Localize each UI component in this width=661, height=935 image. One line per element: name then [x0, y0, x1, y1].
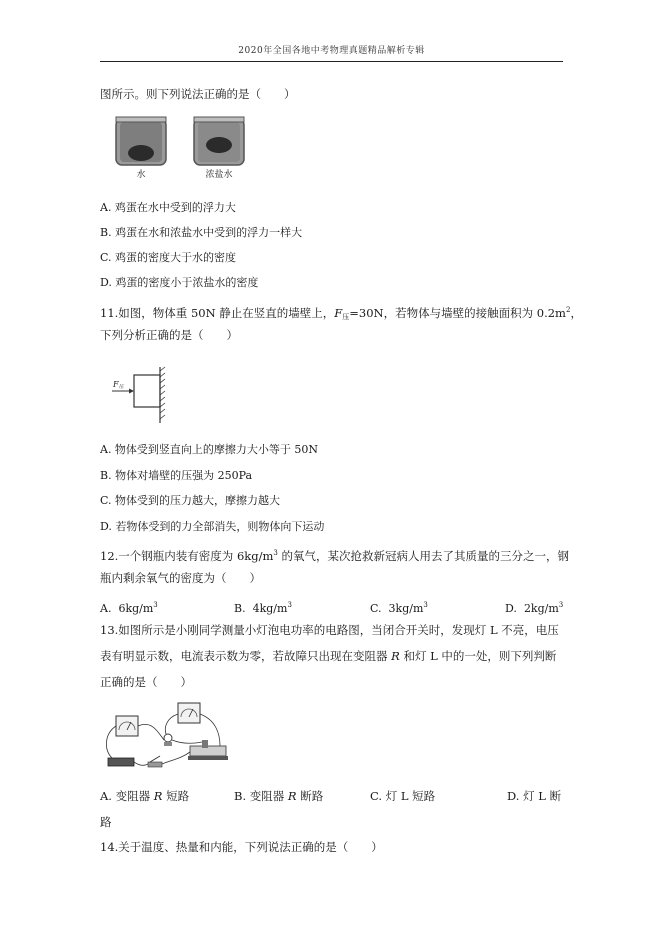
q10-stem: 图所示。则下列说法正确的是（ ） [100, 87, 296, 101]
beaker-water [116, 117, 166, 165]
q14-stem: 14.关于温度、热量和内能，下列说法正确的是（ ） [100, 840, 383, 854]
q11-option-d: D. 若物体受到的力全部消失，则物体向下运动 [100, 520, 325, 533]
q11-stem-line1: 11.如图，物体重 50N 静止在竖直的墙壁上，$F_压=30N$，若物体与墙壁的接触面积为 $0.2m^2$， [100, 306, 582, 321]
battery [108, 758, 134, 766]
bulb [164, 734, 172, 746]
q13-stem-line1: 13.如图所示是小刚同学测量小灯泡电功率的电路图，当闭合开关时，发现灯 L 不亮，电压 [100, 623, 559, 637]
q13-stem-line2: 表有明显示数，电流表示数为零，若故障只出现在变阻器 R 和灯 L 中的一处，则下列判断 [100, 649, 557, 663]
force-label: F压 [113, 380, 124, 390]
label-brine: 浓盐水 [205, 170, 233, 180]
circuit-figure [102, 700, 237, 775]
q10-option-c: C. 鸡蛋的密度大于水的密度 [100, 251, 237, 264]
wall-hatch [160, 367, 165, 419]
force-arrow-head [129, 389, 134, 394]
q12-option-a: A. $6kg/m^3$ [100, 601, 158, 615]
q12-option-d: D. $2kg/m^3$ [505, 601, 564, 615]
beaker-brine [194, 117, 244, 165]
q12-stem-line1: 12.一个钢瓶内装有密度为 $6kg/m^3$ 的氧气，某次抢救新冠病人用去了其质量的三分之一，钢 [100, 549, 569, 563]
ammeter [116, 716, 138, 736]
header-divider [100, 61, 563, 62]
q10-option-a: A. 鸡蛋在水中受到的浮力大 [100, 201, 236, 214]
q12-option-b: B. $4kg/m^3$ [234, 601, 292, 615]
q13-option-a: A. 变阻器 R 短路 [100, 789, 190, 803]
q13-option-b: B. 变阻器 R 断路 [234, 789, 324, 803]
q13-option-c: C. 灯 L 短路 [370, 789, 436, 803]
block [134, 375, 160, 407]
switch [148, 756, 162, 767]
q12-stem-line2: 瓶内剩余氧气的密度为（ ） [100, 571, 261, 585]
label-water: 水 [136, 170, 146, 180]
q13-stem-line3: 正确的是（ ） [100, 675, 192, 689]
voltmeter [178, 703, 200, 723]
q13-option-d: D. 灯 L 断 [507, 789, 562, 803]
q13-option-d-wrap: 路 [100, 815, 112, 829]
wall-block-figure [110, 365, 170, 425]
beakers-figure [112, 115, 252, 180]
page-header: 2020年全国各地中考物理真题精品解析专辑 [238, 46, 425, 56]
q11-option-a: A. 物体受到竖直向上的摩擦力大小等于 50N [100, 443, 319, 456]
q10-option-b: B. 鸡蛋在水和浓盐水中受到的浮力一样大 [100, 226, 303, 239]
q11-option-c: C. 物体受到的压力越大，摩擦力越大 [100, 494, 281, 507]
q11-option-b: B. 物体对墙壁的压强为 250Pa [100, 469, 253, 482]
q10-option-d: D. 鸡蛋的密度小于浓盐水的密度 [100, 276, 259, 289]
q11-stem-line2: 下列分析正确的是（ ） [100, 328, 238, 342]
q12-option-c: C. $3kg/m^3$ [370, 601, 428, 615]
